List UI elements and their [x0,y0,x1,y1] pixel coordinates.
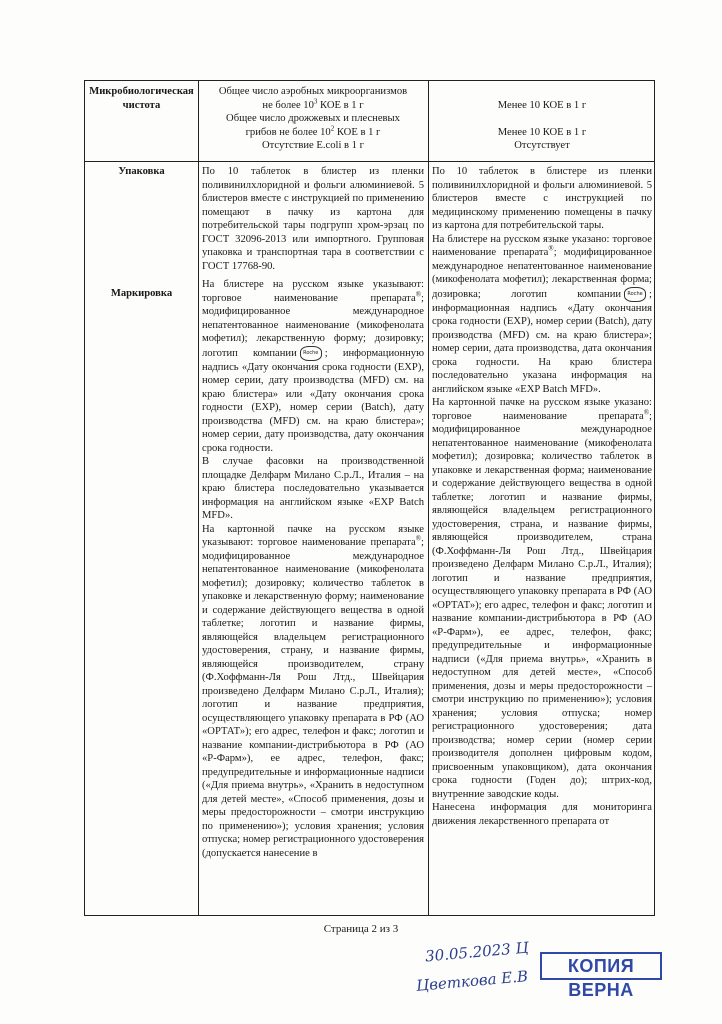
mark-text: На картонной пачке на русском языке указывают: торговое наименование препарата [202,523,424,548]
date-text: 30.05.2023 [424,940,512,966]
handwritten-date [424,939,529,966]
micro-spec-exp: 2 [330,123,335,132]
mark-spec-p3 [202,523,424,861]
column-divider [428,81,429,915]
registered-mark: ® [548,244,554,253]
mark-spec-p2: В случае фасовки на производственной площадке Делфарм Милано С.р.Л., Италия – на краю блистера последовательно указывается информация на английском языке «EXP Batch MFD». [202,456,424,521]
mark-text: ; информационная надпись «Дату окончания срока годности (EXP), номер серии (Batch), дату производства (MFD) см. на краю блистера»; номер серии, дата производства, дата окончания срока годности. На краю блистера последовательно указана информация на английском языке «EXP Batch MFD». [432,288,652,395]
row-label-micro: Микробиологическая чистота [89,86,194,111]
micro-spec-exp: 3 [313,96,318,105]
mark-text: ; модифицированное международное непатентованное наименование (микофенолата мофетил); лекарственную форму; дозировку; логотип компании [202,292,424,359]
mark-text: На блистере на русском языке указано: торговое наименование препарата [432,233,652,258]
registered-mark: ® [415,289,422,298]
mark-result-p2 [432,396,652,801]
row-label-mark: Маркировка [110,288,173,299]
mark-spec-p1 [202,278,424,455]
roche-logo-icon: Roche [624,287,646,302]
registered-mark: ® [415,534,422,543]
mark-text: На блистере на русском языке указывают: торговое наименование препарата [202,279,424,304]
row-divider [85,161,654,162]
document-table [84,80,655,916]
mark-text: ; модифицированное международное непатентованное наименование (микофенолата мофетил); лекарственная форма; дозировка; логотип компании [432,247,652,300]
pack-result: По 10 таблеток в блистере из пленки поливинилхлоридной и фольги алюминиевой. 5 блистеров вместе с инструкцией по медицинскому применению помещены в пачку из картона для потребительской тары. [432,166,652,231]
mark-text: ; информационную надпись «Дату окончания срока годности (EXP), номер серии, дату производства (MFD) см. на краю блистера» или «Дату окончания срока годности (EXP), номер серии (Batch), дату производства (MFD) см. на краю блистера»; номер серии, дату производства, дату окончания срока годности. [202,347,424,454]
column-divider [198,81,199,915]
mark-text: На картонной пачке на русском языке указано: торговое наименование препарата [432,397,652,422]
micro-spec-text: грибов не более 10 [245,126,331,138]
micro-result-line: Менее 10 КОЕ в 1 г [497,126,587,138]
micro-spec-text: не более 10 [262,99,314,111]
micro-spec-line [202,123,424,140]
spec-column-text [202,165,424,860]
page-number: Страница 2 из 3 [323,923,399,935]
mark-text: ; модифицированное международное непатентованное наименование (микофенолата мофетил); дозировку; количество таблеток в упаковке и лекарственную форму; наименование и содержание действующего вещества в одной таблетке; логотип и название фирмы, являющейся владельцем регистрационного удостоверения, страну, и название фирмы, являющейся производителем, страну (Ф.Хоффманн-Ля Рош Лтд., Швейцария произведено Делфарм Милано С.р.Л., Италия); логотип и название предприятия, осуществляющего упаковку препарата в РФ (АО «ОРТАТ»); его адрес, телефон и факс; логотип и название компании-дистрибьютора в РФ (АО «Р-Фарм»), ее адрес, телефон, факс; предупредительные и информационные надписи («Для приема внутрь», «Хранить в недоступном для детей месте», «Способ применения, дозы и меры предосторожности – смотри инструкцию по применению»); условия хранения; условия отпуска; номер регистрационного удостоверения (допускается нанесение в [202,537,424,859]
micro-spec-line: Общее число аэробных микроорганизмов [218,86,408,97]
mark-result-p1 [432,233,652,397]
roche-logo-icon: Roche [300,346,322,361]
registered-mark: ® [643,407,650,416]
micro-spec-line: Общее число дрожжевых и плесневых [226,113,400,124]
row-label-pack: Упаковка [118,166,165,177]
pack-spec: По 10 таблеток в блистер из пленки поливинилхлоридной и фольги алюминиевой. 5 блистеров вместе с инструкцией по применению помещают в пачку из картона для потребительской тары подгрупп хром-эрзац по ГОСТ 32096-2013 или импортного. Групповая упаковка и транспортная тара в соответствии с ГОСТ 17768-90. [202,166,424,272]
initials-text: Ц [514,938,530,958]
micro-spec-text: КОЕ в 1 г [334,126,381,138]
mark-text: ; модифицированное международное непатентованное наименование (микофенолата мофетил); дозировка; количество таблеток в упаковке и лекарственная форма; наименование и содержание действующего вещества в одной таблетке; логотип и название фирмы, являющейся владельцем регистрационного удостоверения, страна, и название фирмы, являющейся производителем, страна (Ф.Хоффманн-Ля Рош Лтд., Швейцария произведено Делфарм Милано С.р.Л., Италия); логотип и название предприятия, осуществляющего упаковку препарата в РФ (АО «ОРТАТ»); его адрес, телефон и факс; логотип и название компании-дистрибьютора в РФ (АО «Р-Фарм»), ее адрес, телефон, факс; предупредительные и информационные надписи («Для приема внутрь», «Хранить в недоступном для детей месте», «Способ применения, дозы и меры предосторожности – смотри инструкцию по применению»); условия хранения; условия отпуска; номер регистрационного удостоверения; дата производства; номер серии (номер серии производителя дополнен цифровым кодом, присвоенным упаковщиком), дата окончания срока годности (Годен до); штрих-код, внутренние заводские коды. [432,410,652,800]
result-column-text [432,165,652,828]
certified-copy-stamp: КОПИЯ ВЕРНА [540,952,662,980]
micro-spec-text: КОЕ в 1 г [317,99,364,111]
micro-spec-line: Отсутствие E.coli в 1 г [262,140,364,151]
mark-result-p3: Нанесена информация для мониторинга движения лекарственного препарата от [432,802,652,827]
micro-result-line: Менее 10 КОЕ в 1 г [497,99,587,111]
micro-spec [202,85,424,153]
handwritten-signature: Цветкова Е.В [415,967,529,995]
micro-result [432,85,652,153]
micro-result-line: Отсутствует [514,140,570,151]
micro-spec-line [202,96,424,113]
